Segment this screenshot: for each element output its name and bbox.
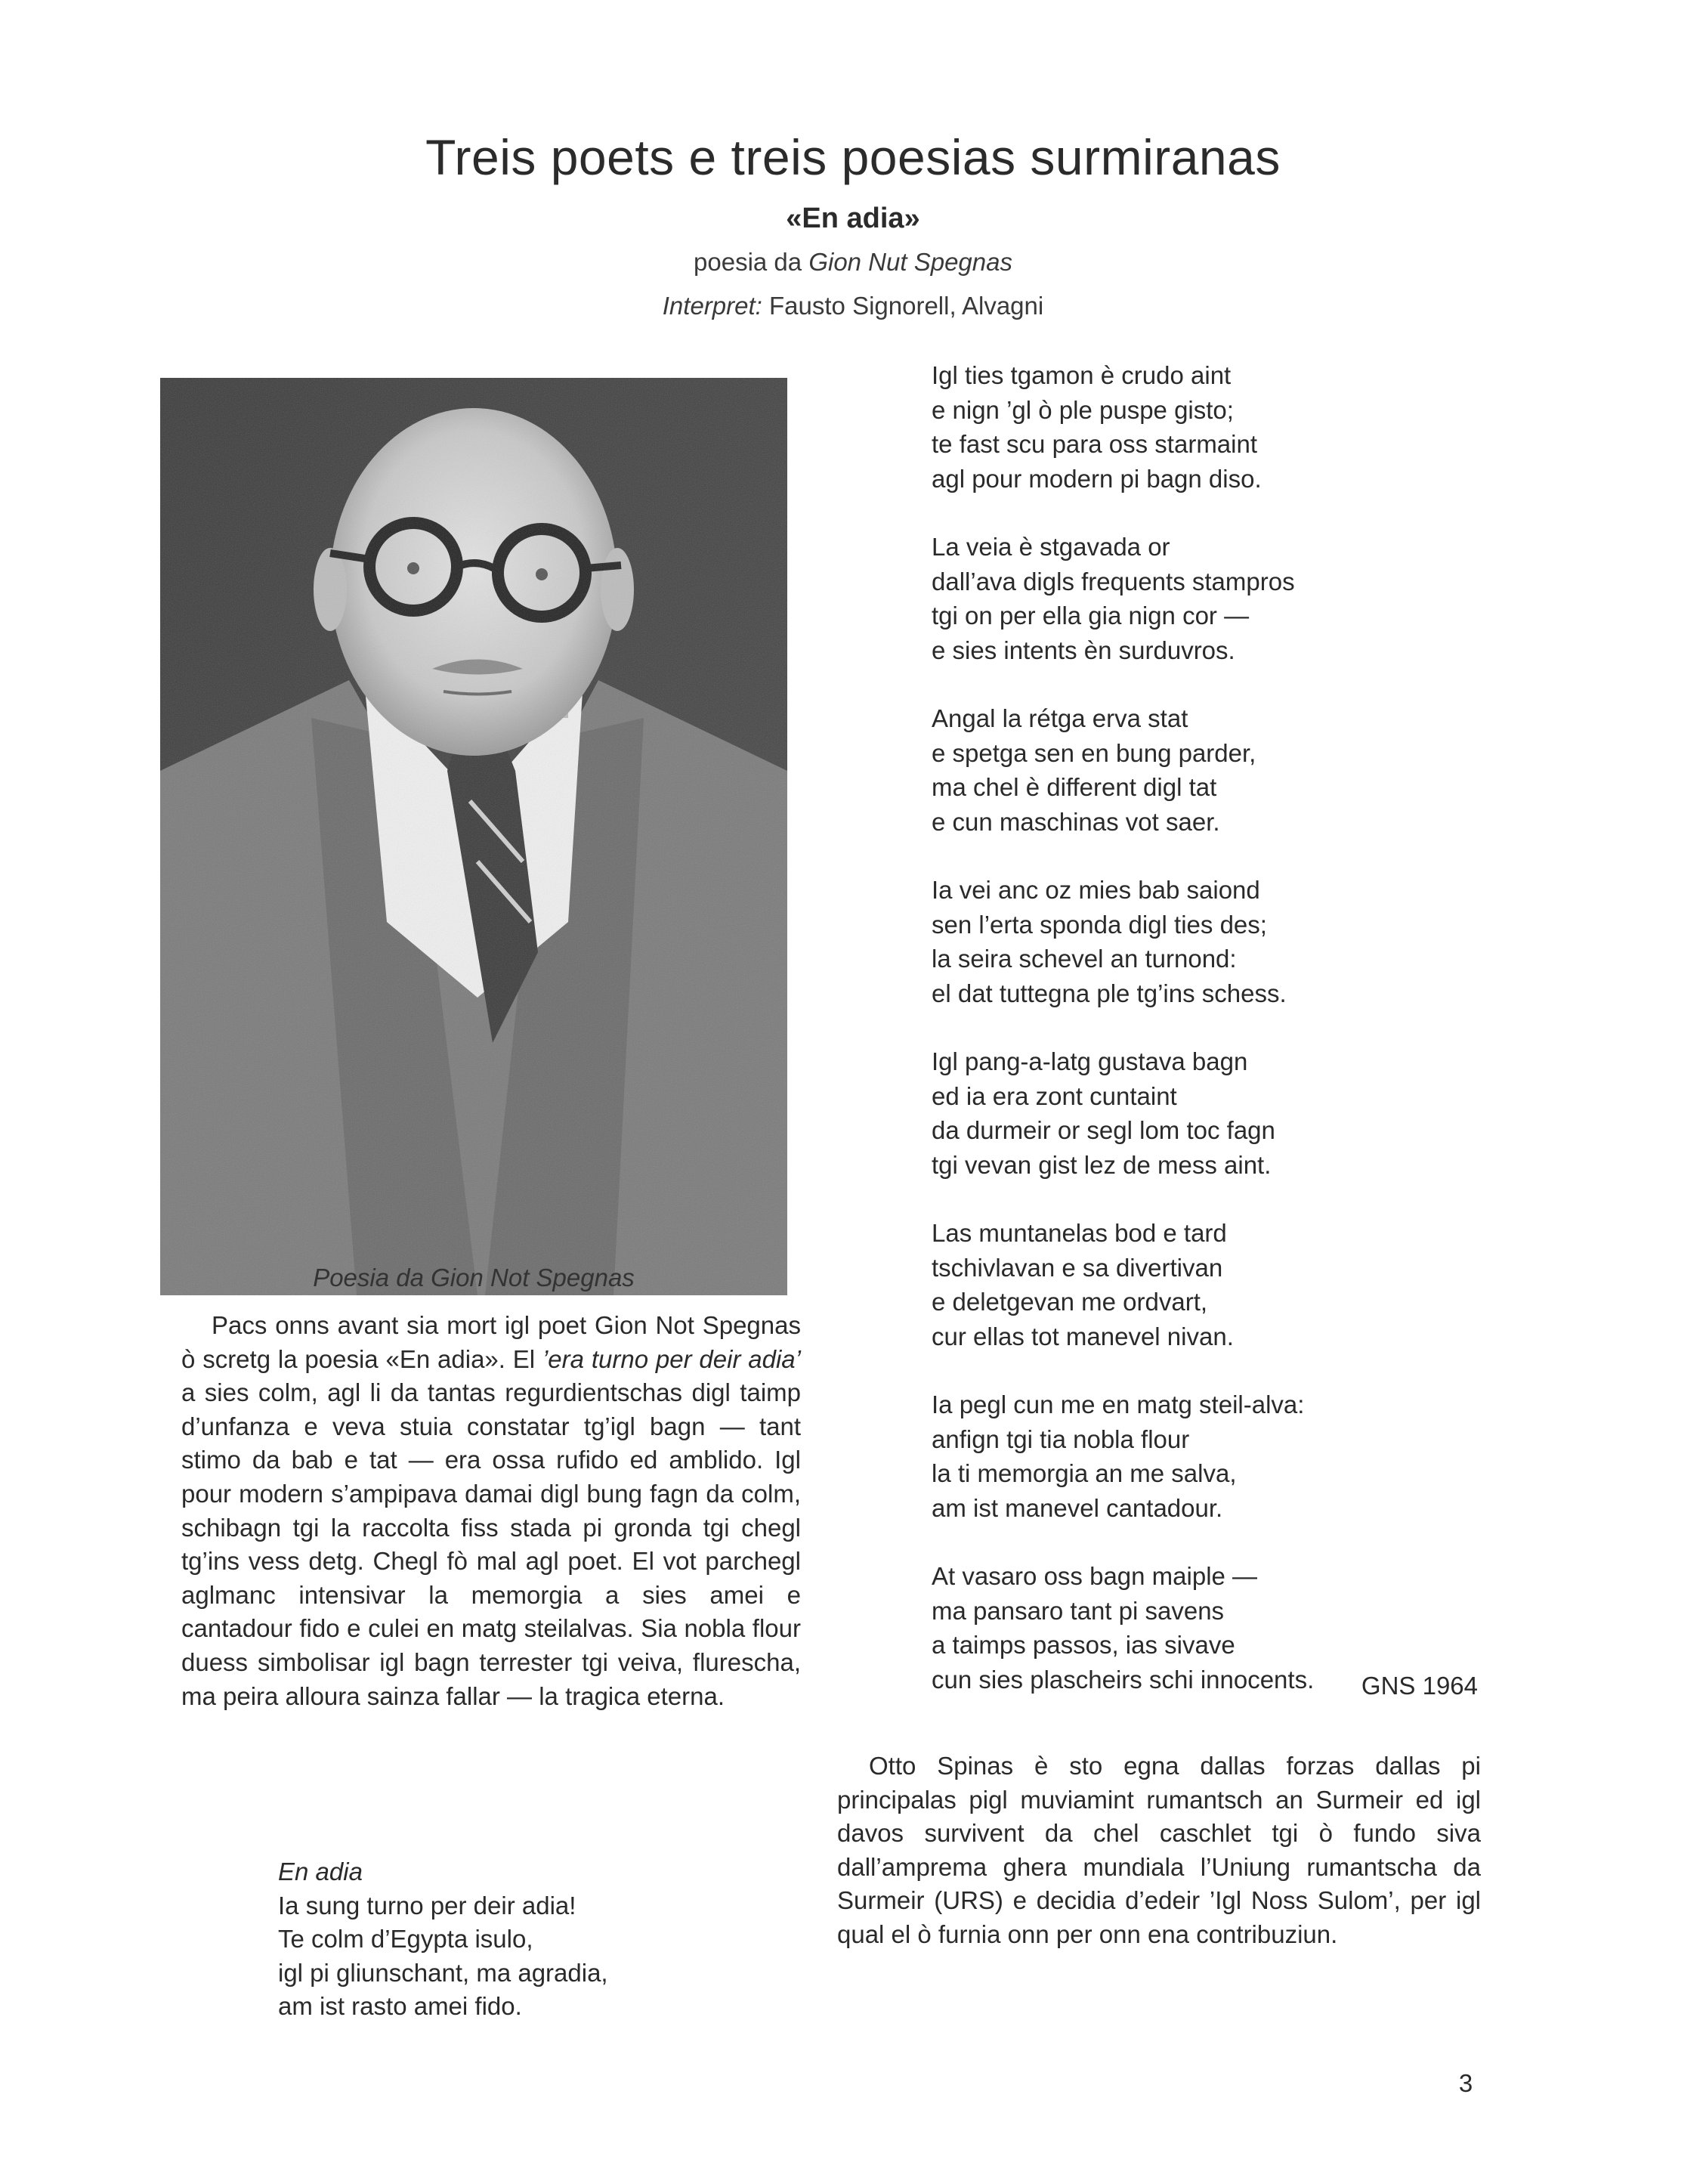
interpret-line	[0, 292, 1706, 320]
poem-excerpt	[278, 1855, 807, 2024]
poem-title: «En adia»	[786, 203, 920, 234]
intro-text-1: Pacs onns avant sia mort igl poet Gion Not Spegnas ò scretg la poesia «En adia». El	[181, 1311, 801, 1373]
poem-line: Igl ties tgamon è crudo aint	[932, 361, 1232, 389]
poem-line: anfign tgi tia nobla flour	[932, 1425, 1190, 1453]
poem-line: agl pour modern pi bagn diso.	[932, 464, 1262, 493]
poem-line: Ia vei anc oz mies bab saiond	[932, 876, 1260, 904]
poem-line: dall’ava digls frequents stampros	[932, 567, 1295, 595]
poem-line: e cun maschinas vot saer.	[932, 807, 1220, 836]
stanza-7	[932, 1387, 1506, 1525]
portrait-image-icon	[160, 378, 787, 1295]
portrait-photo	[160, 378, 787, 1295]
poem-line: te fast scu para oss starmaint	[932, 430, 1258, 458]
poem-line: tgi on per ella gia nign cor —	[932, 602, 1250, 630]
poem-signature: GNS 1964	[1361, 1672, 1478, 1700]
intro-quote: ’era turno per deir adia’	[542, 1344, 801, 1373]
stanza-5	[932, 1044, 1506, 1182]
stanza-1	[932, 358, 1506, 496]
poem-line: ma pansaro tant pi savens	[932, 1596, 1225, 1625]
poem-line: cun sies plascheirs schi innocents.	[932, 1665, 1315, 1694]
poem-line: da durmeir or segl lom toc fagn	[932, 1116, 1275, 1144]
poem-line: el dat tuttegna ple tg’ins schess.	[932, 979, 1287, 1007]
poem-line: Las muntanelas bod e tard	[932, 1219, 1227, 1247]
byline-author: Gion Nut Spegnas	[808, 248, 1012, 276]
poem-line: At vasaro oss bagn maiple —	[932, 1562, 1258, 1590]
poem-line: sen l’erta sponda digl ties des;	[932, 910, 1267, 939]
poem-line: ma chel è different digl tat	[932, 773, 1217, 801]
otto-spinas-paragraph: Otto Spinas è sto egna dallas forzas dallas pi principalas pigl muviamint rumantsch an Surmeir ed igl davos survivent da chel caschlet tgi ò fundo siva dall’amprema ghera mundiala l’Uniung rumantscha da Surmeir (URS) e decidia d’edeir ’Igl Noss Sulom’, per igl qual el ò furnia onn per onn ena contribuziun.	[837, 1752, 1481, 1948]
poem-line: e spetga sen en bung parder,	[932, 738, 1256, 767]
excerpt-line: Ia sung turno per deir adia!	[278, 1891, 576, 1920]
poem-line: tschivlavan e sa divertivan	[932, 1253, 1223, 1282]
poem-line: tgi vevan gist lez de mess aint.	[932, 1150, 1272, 1179]
poem-line: Ia pegl cun me en matg steil-alva:	[932, 1391, 1305, 1418]
poem-line: e nign ’gl ò ple puspe gisto;	[932, 395, 1234, 424]
excerpt-line: igl pi gliunschant, ma agradia,	[278, 1958, 608, 1987]
poem-line: e deletgevan me ordvart,	[932, 1288, 1208, 1316]
poem-line: cur ellas tot manevel nivan.	[932, 1322, 1234, 1350]
page-title: Treis poets e treis poesias surmiranas	[425, 129, 1281, 185]
intro-paragraph	[181, 1309, 801, 1713]
excerpt-line: am ist rasto amei fido.	[278, 1992, 522, 2021]
byline-prefix: poesia da	[694, 248, 809, 276]
poem-body	[932, 358, 1506, 1731]
photo-caption: Poesia da Gion Not Spegnas	[313, 1264, 635, 1292]
poem-line: Igl pang-a-latg gustava bagn	[932, 1047, 1248, 1075]
excerpt-title: En adia	[278, 1858, 363, 1885]
intro-text-2: a sies colm, agl li da tantas regurdientschas digl taimp d’unfanza e veva stuia constatar tg’igl bagn — tant stimo da bab e tat — era ossa rufido ed amblido. Igl pour modern s’ampipava damai digl bung fagn da colm, schibagn tgi la raccolta fiss stada pi gronda tgi chegl tg’ins vess detg. Chegl fò mal agl poet. El vot parchegl aglmanc intensivar la memorgia a sies amei e cantadour fido e culei en matg steilalvas. Sia nobla flour duess simbolisar igl bagn terrester tgi veiva, flurescha, ma peira alloura sainza fallar — la tragica eterna.	[181, 1378, 801, 1710]
poem-line: la seira schevel an turnond:	[932, 945, 1237, 973]
poem-byline	[0, 248, 1706, 277]
poem-line: am ist manevel cantadour.	[932, 1493, 1223, 1522]
excerpt-line: Te colm d’Egypta isulo,	[278, 1925, 533, 1954]
poem-line: Angal la rétga erva stat	[932, 704, 1188, 732]
poem-line: e sies intents èn surduvros.	[932, 636, 1235, 664]
poem-line: a taimps passos, ias sivave	[932, 1631, 1235, 1659]
poem-line: ed ia era zont cuntaint	[932, 1081, 1177, 1110]
stanza-4	[932, 873, 1506, 1010]
page-number: 3	[1458, 2069, 1473, 2097]
stanza-2	[932, 530, 1506, 667]
interpret-label: Interpret:	[662, 292, 762, 320]
poem-line: la ti memorgia an me salva,	[932, 1459, 1237, 1487]
poem-line: La veia è stgavada or	[932, 533, 1170, 561]
stanza-6	[932, 1216, 1506, 1353]
stanza-3	[932, 701, 1506, 839]
interpret-name: Fausto Signorell, Alvagni	[762, 292, 1044, 320]
